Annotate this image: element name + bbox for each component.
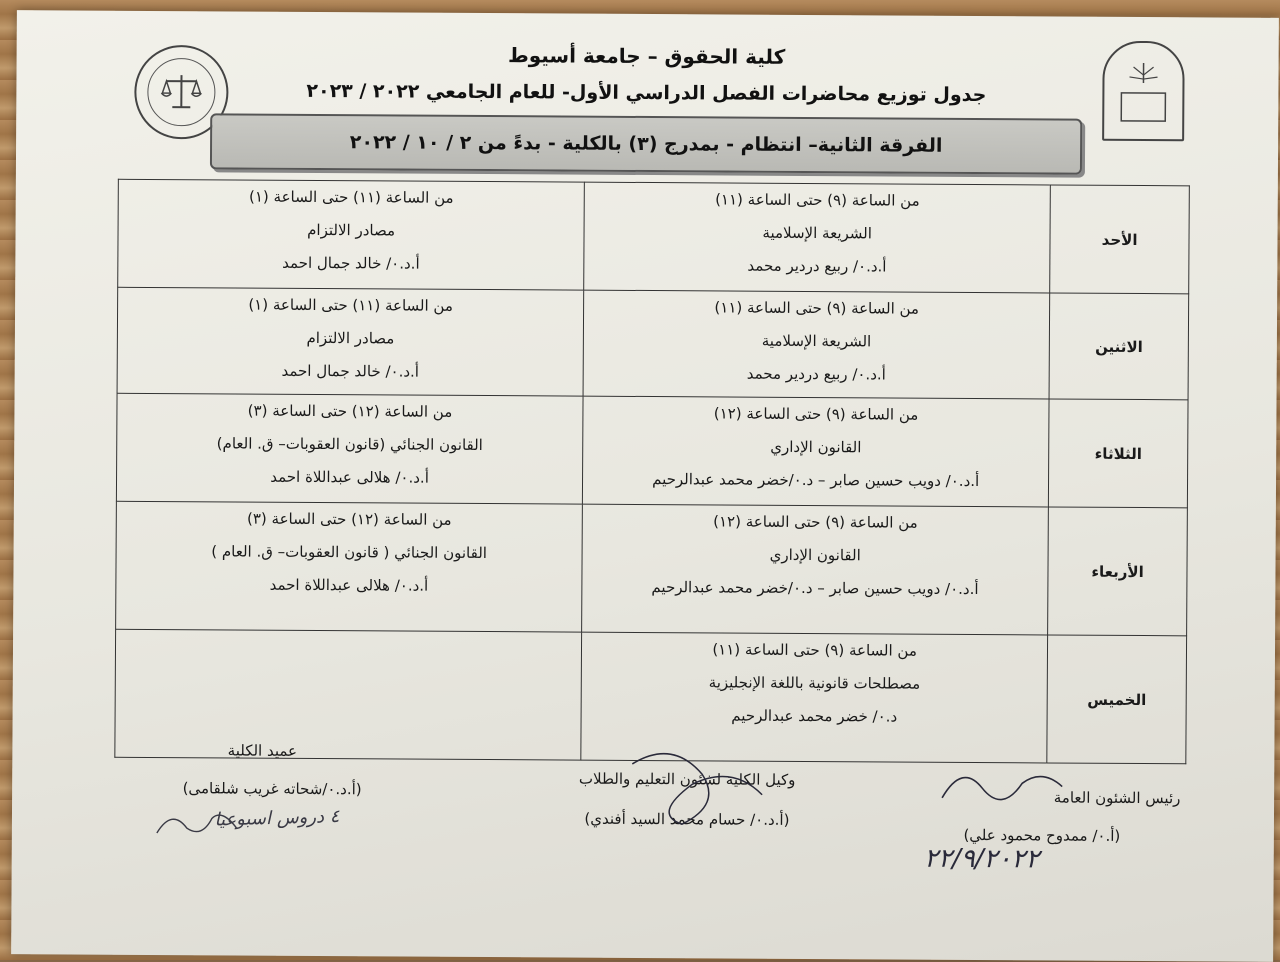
schedule-sheet <box>11 10 1279 962</box>
day-cell: الثلاثاء <box>1049 399 1188 508</box>
slot-time: من الساعة (١١) حتى الساعة (١) <box>118 288 583 324</box>
slot-subject: الشريعة الإسلامية <box>585 216 1050 252</box>
slot-teacher: أ.د.٠/ خالد جمال احمد <box>118 246 583 282</box>
slot-teacher: أ.د.٠/ دويب حسين صابر – د.٠/خضر محمد عبدالرحيم <box>583 463 1048 499</box>
college-name: كلية الحقوق – جامعة أسيوط <box>307 42 987 70</box>
slot-cell-afternoon <box>116 393 583 504</box>
slot-cell-afternoon <box>117 287 584 396</box>
slot-time: من الساعة (٩) حتى الساعة (١١) <box>584 291 1049 327</box>
slot-subject: القانون الجنائي ( قانون العقوبات– ق. العام ) <box>116 535 581 571</box>
slot-cell-morning <box>582 504 1049 635</box>
slot-cell-afternoon <box>116 501 583 632</box>
slot-subject: القانون الإداري <box>583 538 1048 574</box>
slot-time: من الساعة (٩) حتى الساعة (١٢) <box>583 505 1048 541</box>
vice-dean-name: (أ.د.٠/ حسام محمد السيد أفندي) <box>552 809 822 829</box>
day-cell: الأحد <box>1050 185 1189 294</box>
slot-subject: مصادر الالتزام <box>118 321 583 357</box>
slot-time: من الساعة (٩) حتى الساعة (١١) <box>585 183 1050 219</box>
slot-subject: مصطلحات قانونية باللغة الإنجليزية <box>582 666 1047 702</box>
table-row <box>116 501 1188 636</box>
slot-subject: الشريعة الإسلامية <box>584 324 1049 360</box>
slot-teacher: أ.د.٠/ خالد جمال احمد <box>118 354 583 390</box>
slot-subject: مصادر الالتزام <box>118 213 583 249</box>
slot-cell-morning <box>582 396 1049 507</box>
table-row <box>118 179 1190 294</box>
slot-time <box>116 630 581 666</box>
slot-teacher: أ.د.٠/ ربيع دردير محمد <box>584 357 1049 393</box>
public-affairs-title: رئيس الشئون العامة <box>1042 788 1192 807</box>
class-banner: الفرقة الثانية– انتظام - بمدرج (٣) بالكلية - بدءً من ٢ / ١٠ / ٢٠٢٢ <box>210 113 1082 174</box>
scales-icon <box>147 58 215 126</box>
slot-teacher: د.٠/ خضر محمد عبدالرحيم <box>582 699 1047 735</box>
slot-teacher: أ.د.٠/ دويب حسين صابر – د.٠/خضر محمد عبدالرحيم <box>582 571 1047 607</box>
slot-teacher: أ.د.٠/ هلالى عبداللاة احمد <box>117 460 582 496</box>
slot-teacher: أ.د.٠/ هلالى عبداللاة احمد <box>116 568 581 604</box>
schedule-title: جدول توزيع محاضرات الفصل الدراسي الأول- للعام الجامعي ٢٠٢٢ / ٢٠٢٣ <box>306 80 986 106</box>
day-cell: الاثنين <box>1049 293 1188 400</box>
slot-cell-morning <box>581 632 1048 763</box>
handwritten-note: ٤ دروس اسبوعيا <box>152 804 403 832</box>
slot-teacher <box>116 696 581 732</box>
handwritten-date: ٢٢/٩/٢٠٢٢ <box>882 843 1082 874</box>
slot-time: من الساعة (١١) حتى الساعة (١) <box>119 180 584 216</box>
public-affairs-name: (أ.٠/ ممدوح محمود علي) <box>932 826 1152 845</box>
slot-teacher: أ.د.٠/ ربيع دردير محمد <box>584 249 1049 285</box>
slot-cell-morning <box>584 182 1051 293</box>
table-row <box>117 287 1189 400</box>
slot-cell-morning <box>583 290 1050 399</box>
schedule-table <box>114 179 1190 765</box>
vice-dean-title: وكيل الكلية لشئون التعليم والطلاب <box>552 769 822 789</box>
dean-name: (أ.د.٠/شحاته غريب شلقامى) <box>162 779 382 798</box>
slot-time: من الساعة (١٢) حتى الساعة (٣) <box>117 394 582 430</box>
slot-time: من الساعة (١٢) حتى الساعة (٣) <box>117 502 582 538</box>
slot-subject: القانون الجنائي (قانون العقوبات– ق. العام) <box>117 427 582 463</box>
university-logo <box>1102 41 1185 141</box>
slot-subject: القانون الإداري <box>583 430 1048 466</box>
day-cell: الخميس <box>1047 635 1187 764</box>
slot-time: من الساعة (٩) حتى الساعة (١٢) <box>583 397 1048 433</box>
slot-time: من الساعة (٩) حتى الساعة (١١) <box>582 633 1047 669</box>
table-row <box>116 393 1188 508</box>
day-cell: الأربعاء <box>1048 507 1188 636</box>
slot-subject <box>116 663 581 699</box>
slot-cell-afternoon <box>115 629 582 760</box>
slot-cell-afternoon <box>118 179 585 290</box>
dean-title: عميد الكلية <box>192 741 332 760</box>
